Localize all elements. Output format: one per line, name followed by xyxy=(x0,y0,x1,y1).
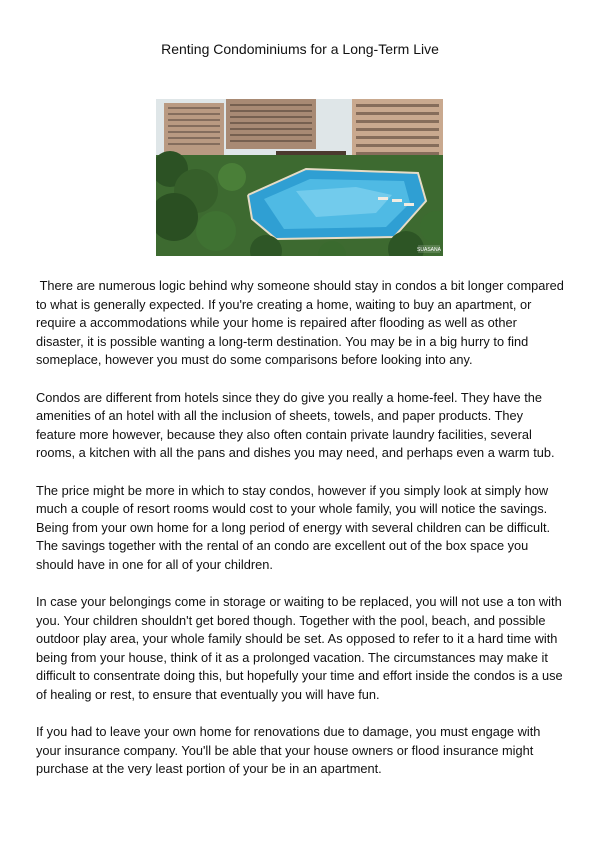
paragraph: Condos are different from hotels since they do give you really a home-feel. They have the amenities of an hotel with all the inclusion of sheets, towels, and paper products. They feature more however, because they also often contain private laundry facilities, several rooms, a kitchen with all the pans and dishes you may need, and perhaps even a warm tub. xyxy=(36,389,555,461)
paragraph: If you had to leave your own home for renovations due to damage, you must engage with your insurance company. You'll be able that your house owners or flood insurance might purchase at the very least portion of your be in an apartment. xyxy=(36,724,541,777)
photo-watermark: SUASANA xyxy=(417,247,441,253)
paragraph: In case your belongings come in storage or waiting to be replaced, you will not use a ton with you. Your children shouldn't get bored though. Together with the pool, beach, and possible outdoor play area, your whole family should be set. As opposed to refer to it a hard time with being from your house, think of it as a prolonged vacation. The circumstances may make it difficult to consentrate doing this, but hopefully your time and effort inside the condos is a use of healing or rest, to ensure that eventually you will have fun. xyxy=(36,594,563,703)
article-body xyxy=(36,277,566,798)
condo-pool-photo xyxy=(156,99,443,256)
condo-pool-illustration xyxy=(156,99,443,256)
paragraph: The price might be more in which to stay condos, however if you simply look at simply how much a couple of resort rooms would cost to your whole family, you will notice the savings. Being from your own home for a long period of energy with several children can be difficult. The savings together with the rental of an condo are excellent out of the box space you should have in one for all of your children. xyxy=(36,482,551,572)
paragraph: There are numerous logic behind why someone should stay in condos a bit longer compared to what is generally expected. If you're creating a home, waiting to buy an apartment, or require a accommodations while your home is repaired after flooding as well as other disaster, it is possible wanting a long-term destination. You may be in a big hurry to find someplace, however you must do some comparisons before looking into any. xyxy=(36,278,568,368)
page-title: Renting Condominiums for a Long-Term Live xyxy=(161,41,439,57)
